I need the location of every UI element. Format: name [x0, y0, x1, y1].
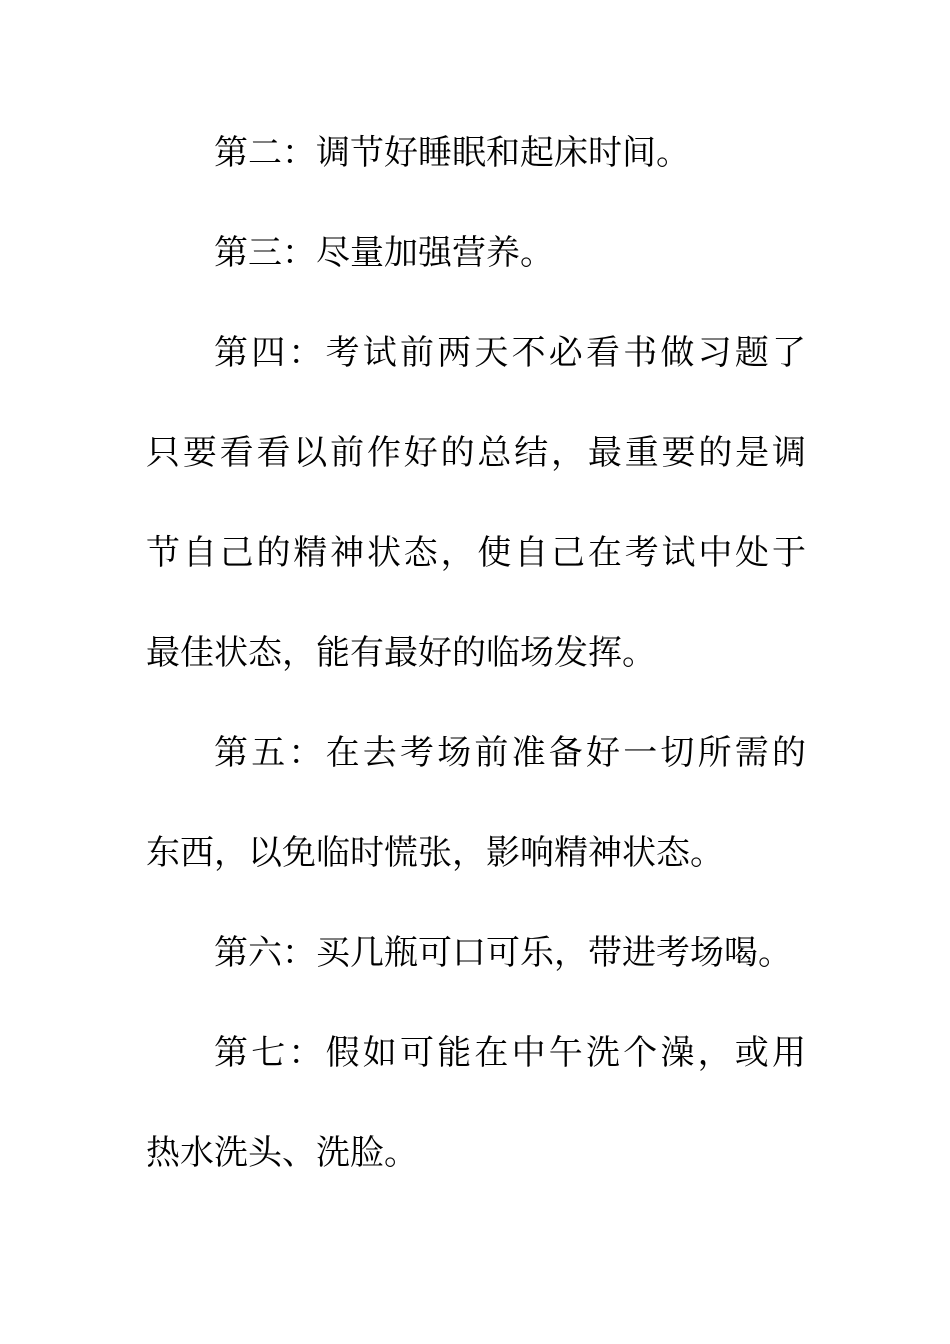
paragraph-3-line-1: 第三：尽量加强营养。 [214, 233, 554, 273]
paragraph-5-line-2: 东西，以免临时慌张，影响精神状态。 [146, 833, 724, 873]
paragraph-7-line-1: 第七：假如可能在中午洗个澡，或用 [214, 1033, 806, 1073]
paragraph-4-line-3: 节自己的精神状态，使自己在考试中处于 [146, 533, 806, 573]
paragraph-7-line-2: 热水洗头、洗脸。 [146, 1133, 418, 1173]
paragraph-6-line-1: 第六：买几瓶可口可乐，带进考场喝。 [214, 933, 792, 973]
paragraph-4-line-4: 最佳状态，能有最好的临场发挥。 [146, 633, 656, 673]
paragraph-2-line-1: 第二：调节好睡眠和起床时间。 [214, 133, 690, 173]
paragraph-4-line-2: 只要看看以前作好的总结，最重要的是调 [146, 433, 806, 473]
paragraph-4-line-1: 第四：考试前两天不必看书做习题了 [214, 333, 806, 373]
paragraph-5-line-1: 第五：在去考场前准备好一切所需的 [214, 733, 806, 773]
